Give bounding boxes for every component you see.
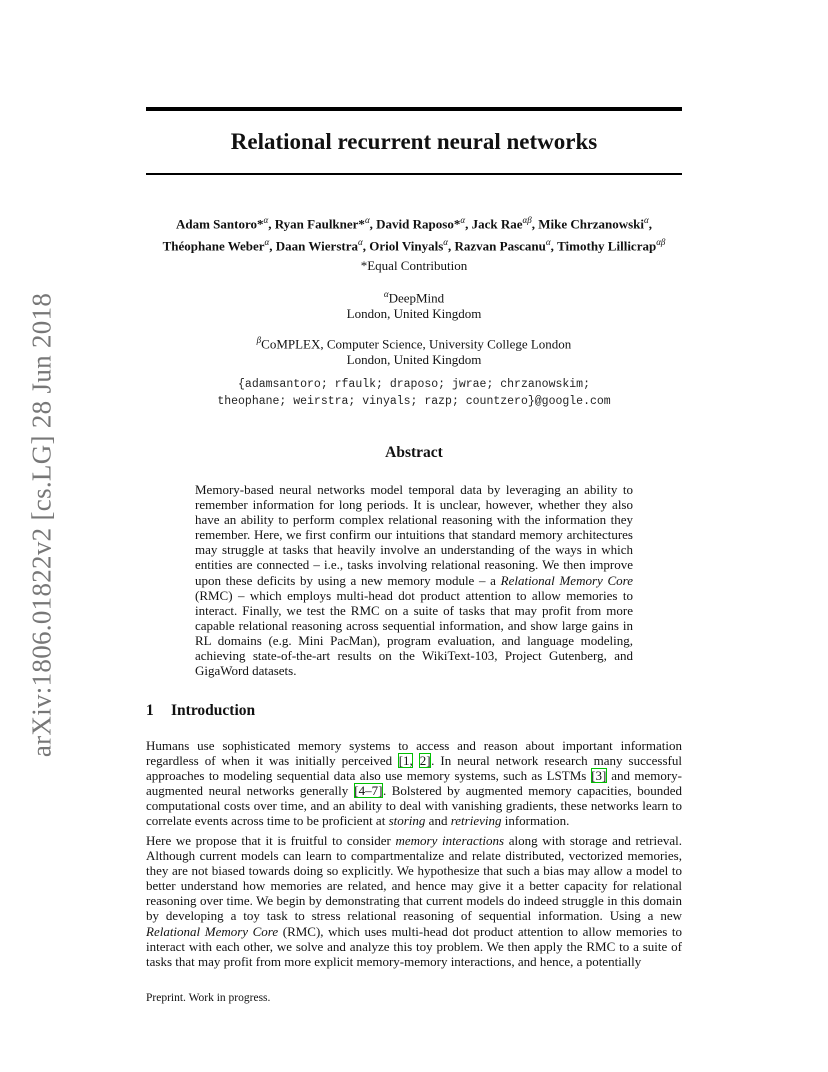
equal-contribution-note: *Equal Contribution xyxy=(360,258,468,273)
footnote-preprint: Preprint. Work in progress. xyxy=(146,992,271,1004)
affiliation-org: DeepMind xyxy=(388,290,445,306)
author-line-2: Théophane Weber$^\alpha$, Daan Wierstra$^\alpha$, Oriol Vinyals$^\alpha$, Razvan Pascanu$^\alpha$, Timothy Lillicrap$^{\alpha\beta}$ xyxy=(162,237,666,254)
paper-title: Relational recurrent neural networks xyxy=(230,129,598,154)
section-title: Introduction xyxy=(171,702,256,719)
citation-link[interactable]: [4–7] xyxy=(354,783,383,799)
author: Ryan Faulkner* xyxy=(274,216,365,232)
author-line-1: Adam Santoro*$^\alpha$, Ryan Faulkner*$^\alpha$, David Raposo*$^\alpha$, Jack Rae$^{\alpha\beta}$, Mike Chrzanowski$^\alpha$, xyxy=(175,215,653,232)
citation-link[interactable]: 2] xyxy=(419,753,431,769)
author: Théophane Weber xyxy=(162,238,265,254)
intro-paragraph-1: Humans use sophisticated memory systems to access and reason about important information regardless of when it was initially perceived [1, 2]. In neural network research many successful approaches to modeling sequential data also use memory systems, such as LSTMs [3] and memory-augmented neural networks generally [4–7]. Bolstered by augmented memory capacities, bounded computational costs over time, and an ability to deal with vanishing gradients, these networks learn to correlate events across time to be proficient at storing and retrieving information. xyxy=(146,738,683,829)
author: Oriol Vinyals xyxy=(369,238,444,254)
author-emails: {adamsantoro; rfaulk; draposo; jwrae; chrzanowskim; theophane; weirstra; vinyals; razp; countzero}@google.com xyxy=(217,378,611,408)
author: Daan Wierstra xyxy=(275,238,358,254)
title-rule-top xyxy=(146,107,682,111)
citation-link[interactable]: [1, xyxy=(398,753,413,769)
section-heading-introduction xyxy=(146,702,255,720)
affiliation-ucl: $^\beta$CoMPLEX, Computer Science, University College London London, United Kingdom xyxy=(146,332,682,368)
affiliation-location: London, United Kingdom xyxy=(346,306,482,322)
abstract-body: Memory-based neural networks model temporal data by leveraging an ability to remember information for long periods. It is unclear, however, whether they also have an ability to perform complex relational reasoning with the information they remember. Here, we first confirm our intuitions that standard memory architectures may struggle at tasks that heavily involve an understanding of the ways in which entities are connected – i.e., tasks involving relational reasoning. We then improve upon these deficits by using a new memory module – a Relational Memory Core (RMC) – which employs multi-head dot product attention to allow memories to interact. Finally, we test the RMC on a suite of tasks that may profit from more capable relational reasoning across sequential information, and show large gains in RL domains (e.g. Mini PacMan), program evaluation, and language modeling, achieving state-of-the-art results on the WikiText-103, Project Gutenberg, and GigaWord datasets. xyxy=(195,482,633,679)
citation-link[interactable]: [3] xyxy=(591,768,607,784)
author: Jack Rae xyxy=(471,216,523,232)
affiliation-location: London, United Kingdom xyxy=(346,352,482,368)
intro-paragraph-2: Here we propose that it is fruitful to consider memory interactions along with storage and retrieval. Although current models can learn to compartmentalize and relate distributed, vectorized memories, they are not biased towards doing so explicitly. We hypothesize that such a bias may allow a model to better understand how memories are related, and hence may give it a better capacity for relational reasoning over time. We begin by demonstrating that current models do indeed struggle in this domain by developing a toy task to stress relational reasoning of sequential information. Using a new Relational Memory Core (RMC), which uses multi-head dot product attention to allow memories to interact with each other, we solve and analyze this toy problem. We then apply the RMC to a suite of tasks that may profit from more explicit memory-memory interactions, and hence, a potentially xyxy=(146,833,683,969)
section-number: 1 xyxy=(146,702,154,719)
title-rule-bottom xyxy=(146,173,682,175)
author-list xyxy=(146,211,682,256)
affiliation-deepmind: $^\alpha$DeepMind London, United Kingdom xyxy=(146,286,682,322)
author: Mike Chrzanowski xyxy=(538,216,645,232)
abstract-heading: Abstract xyxy=(385,444,443,461)
author: Adam Santoro* xyxy=(175,216,264,232)
author: Timothy Lillicrap xyxy=(557,238,657,254)
author: David Raposo* xyxy=(376,216,461,232)
affiliation-org: CoMPLEX, Computer Science, University College London xyxy=(261,336,572,352)
arxiv-stamp xyxy=(22,290,62,760)
arxiv-stamp-text: arXiv:1806.01822v2 [cs.LG] 28 Jun 2018 xyxy=(26,292,57,758)
author: Razvan Pascanu xyxy=(454,238,546,254)
